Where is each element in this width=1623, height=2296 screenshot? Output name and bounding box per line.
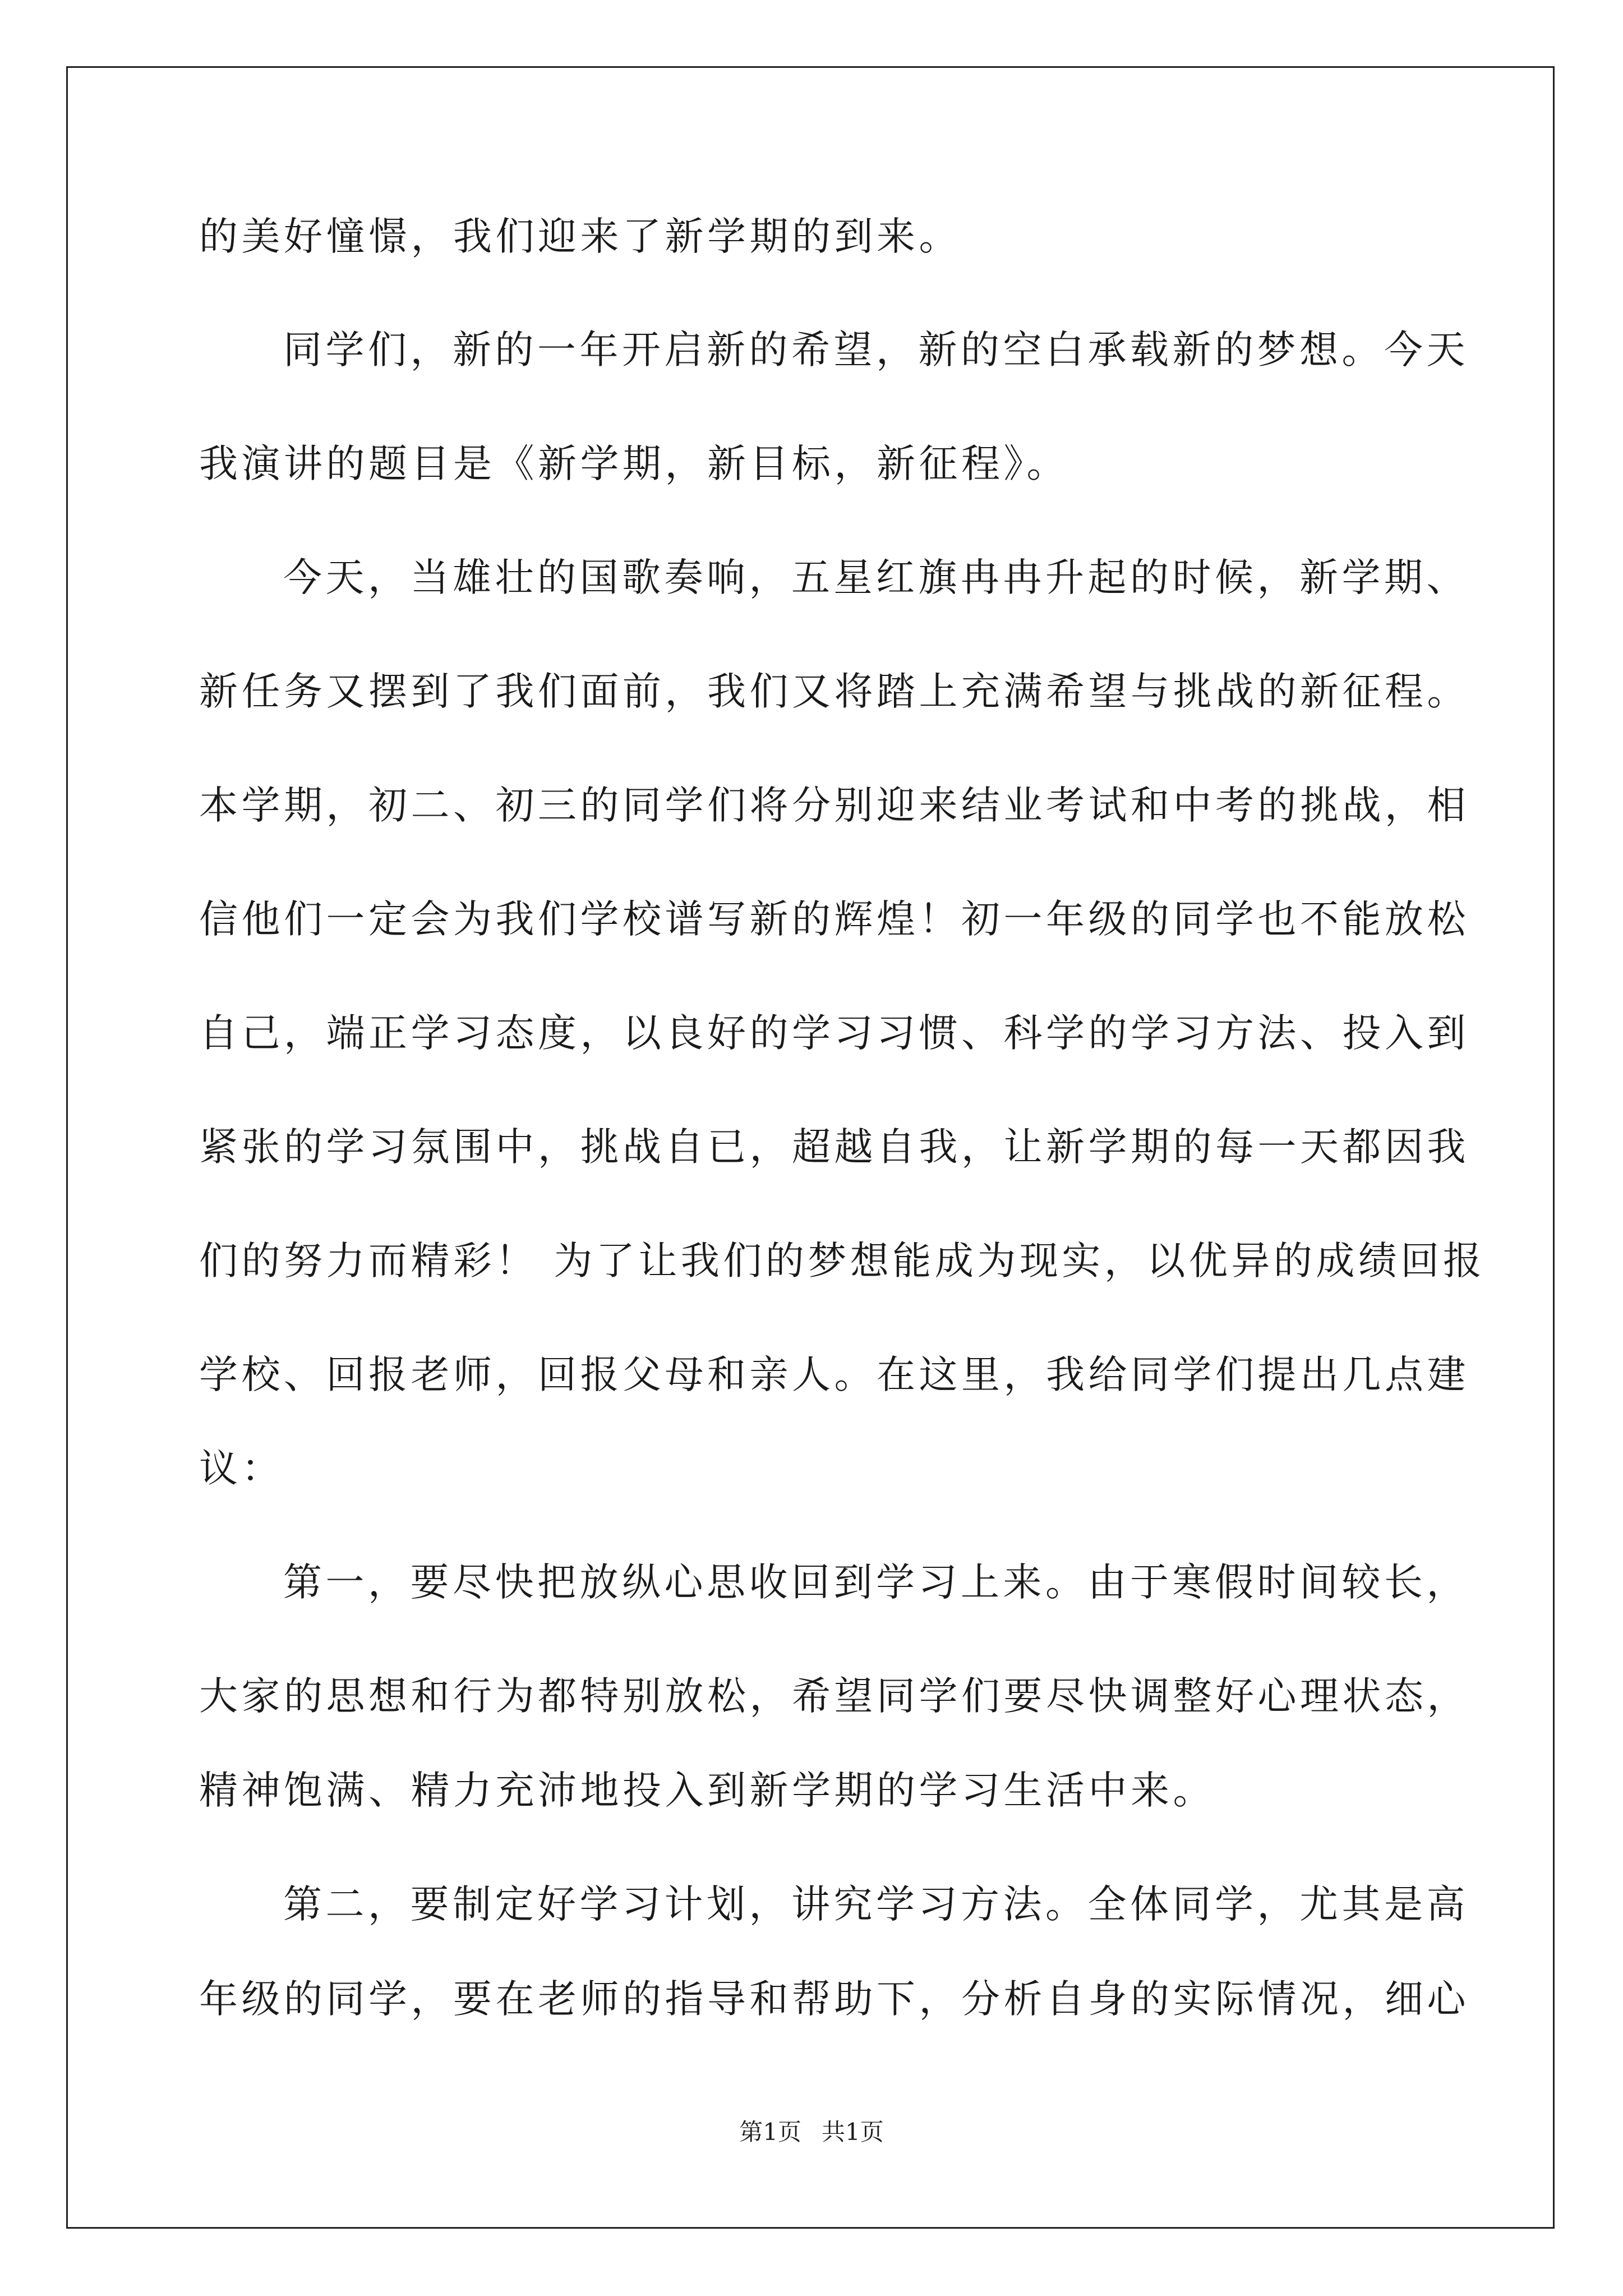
text-line: 我演讲的题目是《新学期，新目标，新征程》。 [199,441,1069,486]
text-line: 大家的思想和行为都特别放松，希望同学们要尽快调整好心理状态， [199,1674,1469,1719]
text-line: 信他们一定会为我们学校谱写新的辉煌！初一年级的同学也不能放松 [199,897,1469,942]
text-line: 的美好憧憬，我们迎来了新学期的到来。 [199,214,961,259]
text-line: 第二，要制定好学习计划，讲究学习方法。全体同学，尤其是高 [283,1882,1469,1927]
text-line: 精神饱满、精力充沛地投入到新学期的学习生活中来。 [199,1768,1215,1813]
page-footer [0,2120,1623,2144]
text-line: 今天，当雄壮的国歌奏响，五星红旗冉冉升起的时候，新学期、 [283,555,1469,600]
text-line: 议： [199,1446,284,1491]
text-line: 们的努力而精彩！ 为了让我们的梦想能成为现实，以优异的成绩回报 [199,1239,1486,1283]
text-line: 同学们，新的一年开启新的希望，新的空白承载新的梦想。今天 [283,328,1469,372]
page-number: 第1页 [739,2118,801,2146]
text-line: 年级的同学，要在老师的指导和帮助下，分析自身的实际情况，细心 [199,1977,1469,2022]
text-line: 新任务又摆到了我们面前，我们又将踏上充满希望与挑战的新征程。 [199,669,1469,714]
text-line: 第一，要尽快把放纵心思收回到学习上来。由于寒假时间较长， [283,1560,1469,1605]
page-total: 共1页 [822,2118,884,2146]
text-line: 学校、回报老师，回报父母和亲人。在这里，我给同学们提出几点建 [199,1352,1469,1397]
text-line: 自己，端正学习态度，以良好的学习习惯、科学的学习方法、投入到 [199,1011,1469,1056]
text-line: 紧张的学习氛围中，挑战自已，超越自我，让新学期的每一天都因我 [199,1125,1469,1170]
text-line: 本学期，初二、初三的同学们将分别迎来结业考试和中考的挑战，相 [199,783,1469,828]
